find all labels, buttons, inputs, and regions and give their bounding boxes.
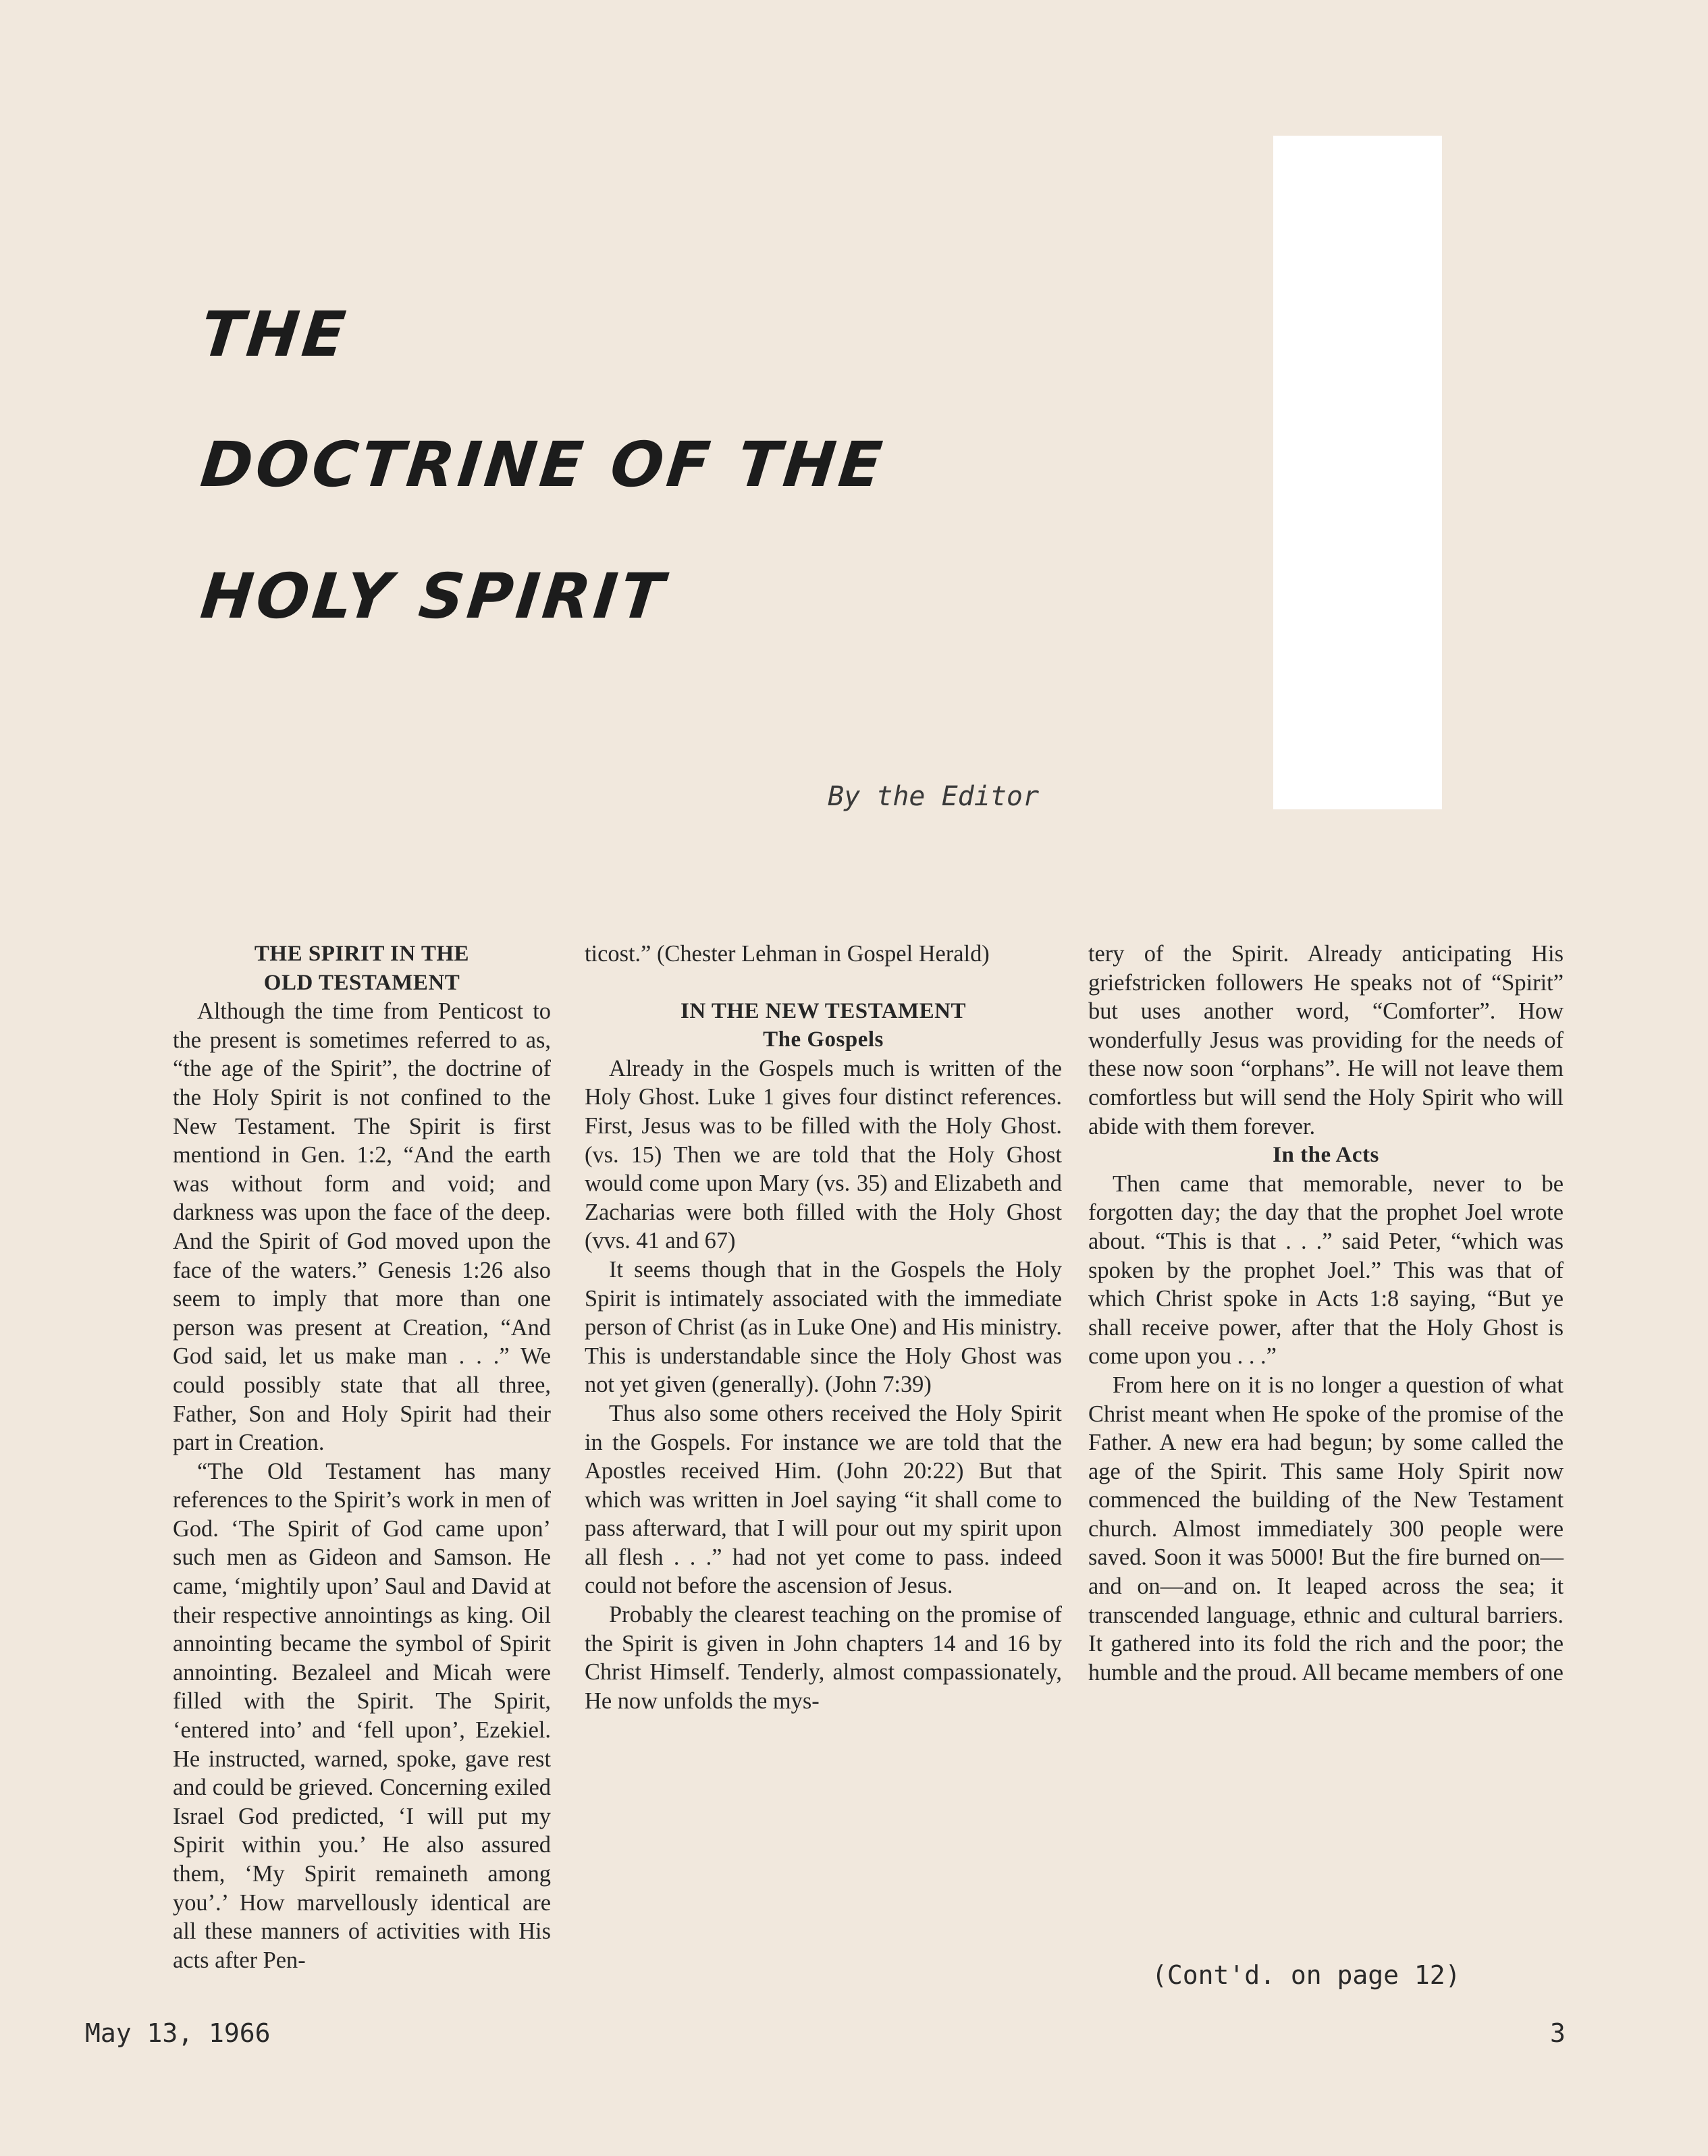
paragraph: Thus also some others received the Holy Spirit in the Gospels. For instance we are told that the Apostles received Him. (John 20:22) But that which was written in Joel saying “it shall come to pass afterward, that I will pour out my spirit upon all flesh . . .” had not yet come to pass. indeed could not before the ascension of Jesus. [585,1400,1062,1599]
paragraph: “The Old Testament has many references to the Spirit’s work in men of God. ‘The Spirit of God came upon’ such men as Gideon and Samson. He came, ‘mightily upon’ Saul and David at their respective annointings as king. Oil annointing became the symbol of Spirit annointing. Bezaleel and Micah were filled with the Spirit. The Spirit, ‘entered into’ and ‘fell upon’, Ezekiel. He instructed, warned, spoke, gave rest and could be grieved. Concerning exiled Israel God predicted, ‘I will put my Spirit within you.’ He also assured them, ‘My Spirit remaineth among you’.’ How marvellously identical are all these manners of activities with His acts after Pen- [173,1458,551,1973]
column-3 [1088,940,1564,1687]
column-2 [585,940,1062,1715]
paragraph-continuation: ticost.” (Chester Lehman in Gospel Herald) [585,941,990,967]
paragraph: Probably the clearest teaching on the promise of the Spirit is given in John chapters 14 and 16 by Christ Himself. Tenderly, almost compassionately, He now unfolds the mys- [585,1602,1062,1714]
paragraph: From here on it is no longer a question of what Christ meant when He spoke of the promise of the Father. A new era had begun; by some called the age of the Spirit. This same Holy Spirit now commenced the building of the New Testament church. Almost immediately 300 people were saved. Soon it was 5000! But the fire burned on—and on—and on. It leaped across the sea; it transcended language, ethnic and cultural barriers. It gathered into its fold the rich and the poor; the humble and the proud. All became members of one [1088,1372,1564,1686]
subsection-heading: In the Acts [1273,1143,1379,1168]
paragraph: It seems though that in the Gospels the Holy Spirit is intimately associated with the immediate person of Christ (as in Luke One) and His ministry. This is understandable since the Holy Ghost was not yet given (generally). (John 7:39) [585,1256,1062,1398]
title-line-3: HOLY SPIRIT [197,560,670,632]
title-line-2: DOCTRINE OF THE [197,429,889,501]
footer-date: May 13, 1966 [85,2018,271,2048]
paragraph: Although the time from Penticost to the present is sometimes referred to as, “the age of the Spirit”, the doctrine of the Holy Spirit is not confined to the New Testament. The Spirit is first mentiond in Gen. 1:2, “And the earth was without form and void; and darkness was upon the face of the deep. And the Spirit of God moved upon the face of the waters.” Genesis 1:26 also seem to imply that more than one person was present at Creation, “And God said, let us make man . . .” We could possibly state that all three, Father, Son and Holy Spirit had their part in Creation. [173,998,551,1456]
continued-note: (Cont'd. on page 12) [1152,1960,1461,1990]
byline: By the Editor [828,781,1040,812]
page-number: 3 [1550,2018,1566,2048]
paragraph: Then came that memorable, never to be forgotten day; the day that the prophet Joel wrote about. “This is that . . .” said Peter, “which was spoken by the prophet Joel.” This was that of which Christ spoke in Acts 1:8 saying, “But ye shall receive power, after that the Holy Ghost is come upon you . . .” [1088,1170,1564,1370]
title-line-1: THE [197,298,352,371]
subsection-heading: The Gospels [763,1027,884,1052]
redacted-block [1273,136,1442,809]
paragraph-continuation: tery of the Spirit. Already anticipating His griefstricken followers He speaks not of “Spirit” but uses another word, “Comforter”. How wonderfully Jesus was providing for the needs of these now soon “orphans”. He will not leave them comfortless but will send the Holy Spirit who will abide with them forever. [1088,941,1564,1139]
section-heading-line-2: OLD TESTAMENT [263,970,460,995]
section-heading: IN THE NEW TESTAMENT [680,998,966,1023]
section-heading-line-1: THE SPIRIT IN THE [254,942,470,966]
column-1 [173,940,551,1974]
paragraph: Already in the Gospels much is written of the Holy Ghost. Luke 1 gives four distinct references. First, Jesus was to be filled with the Holy Ghost. (vs. 15) Then we are told that the Holy Ghost would come upon Mary (vs. 35) and Elizabeth and Zacharias were both filled with the Holy Ghost (vvs. 41 and 67) [585,1055,1062,1254]
